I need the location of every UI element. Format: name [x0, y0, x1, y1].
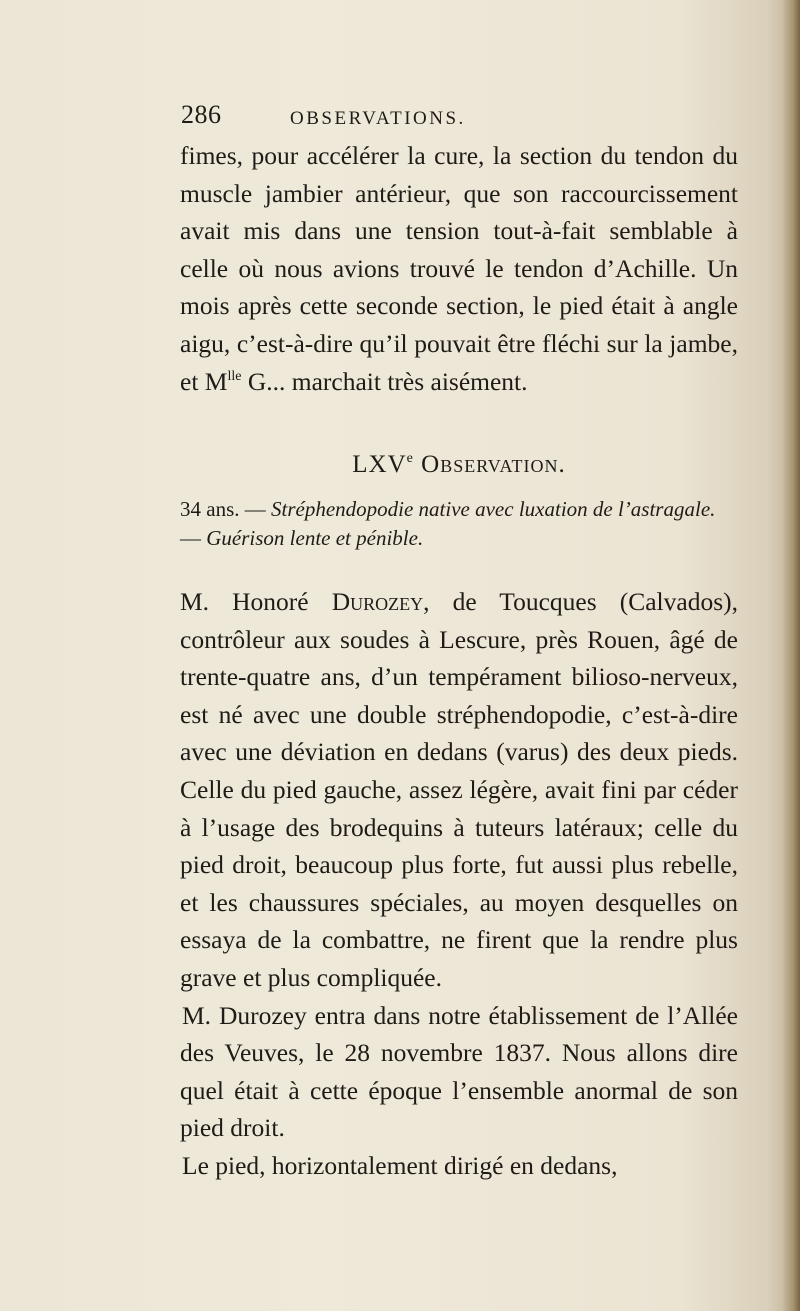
paragraph-continued [180, 137, 738, 400]
paragraph-1 [180, 583, 738, 997]
paragraph-text [180, 137, 738, 400]
paragraph-2: M. Durozey entra dans notre établissement de l’Allée des Veuves, le 28 novembre 1837. Nous allons dire quel était à cette époque l’ensemble anormal de son pied droit. [180, 1000, 738, 1143]
observation-body [180, 583, 738, 1185]
summary-dash-1: — [239, 497, 271, 521]
page-header [0, 100, 800, 130]
diagnosis: Stréphendopodie native avec luxation de l’astragale. [271, 497, 716, 521]
page-edge-shadow [782, 0, 800, 1311]
observation-heading [180, 451, 738, 479]
patient-age: 34 ans. [180, 497, 240, 521]
paragraph-text-start: fimes, pour accélérer la cure, la section du tendon du muscle jambier antérieur, que son raccourcissement avait mis dans une tension tout-à-fait semblable à celle où nous avions trouvé le tendon d’Achille. Un mois après cette seconde section, le pied était à angle aigu, c’est-à-dire qu’il pouvait être fléchi sur la jambe, et M [180, 141, 738, 396]
observation-number-sup: e [406, 451, 414, 466]
p1-rest: , de Toucques (Calvados), contrôleur aux soudes à Lescure, près Rouen, âgé de trente-quatre ans, d’un tempérament bilioso-nerveux, est né avec une double stréphendopodie, c’est-à-dire avec une déviation en dedans (varus) des deux pieds. Celle du pied gauche, assez légère, avait fini par céder à l’usage des brodequins à tuteurs latéraux; celle du pied droit, beaucoup plus forte, fut aussi plus rebelle, et les chaussures spéciales, au moyen desquelles on essaya de la combattre, ne firent que la rendre plus grave et plus compliquée. [180, 587, 738, 992]
outcome: Guérison lente et pénible. [206, 526, 424, 550]
summary-dash-2: — [180, 526, 207, 550]
paragraph-3: Le pied, horizontalement dirigé en dedans, [182, 1150, 618, 1180]
observation-number: LXV [352, 451, 407, 478]
paragraph-text-end: G... marchait très aisément. [241, 366, 528, 396]
observation-summary [180, 495, 738, 553]
running-head: OBSERVATIONS. [290, 108, 466, 129]
page-number: 286 [181, 100, 222, 129]
superscript-lle: lle [227, 368, 242, 384]
patient-name: Durozey [331, 587, 424, 616]
p1-start: M. Honoré [180, 587, 332, 616]
observation-title: Observation. [421, 451, 566, 478]
